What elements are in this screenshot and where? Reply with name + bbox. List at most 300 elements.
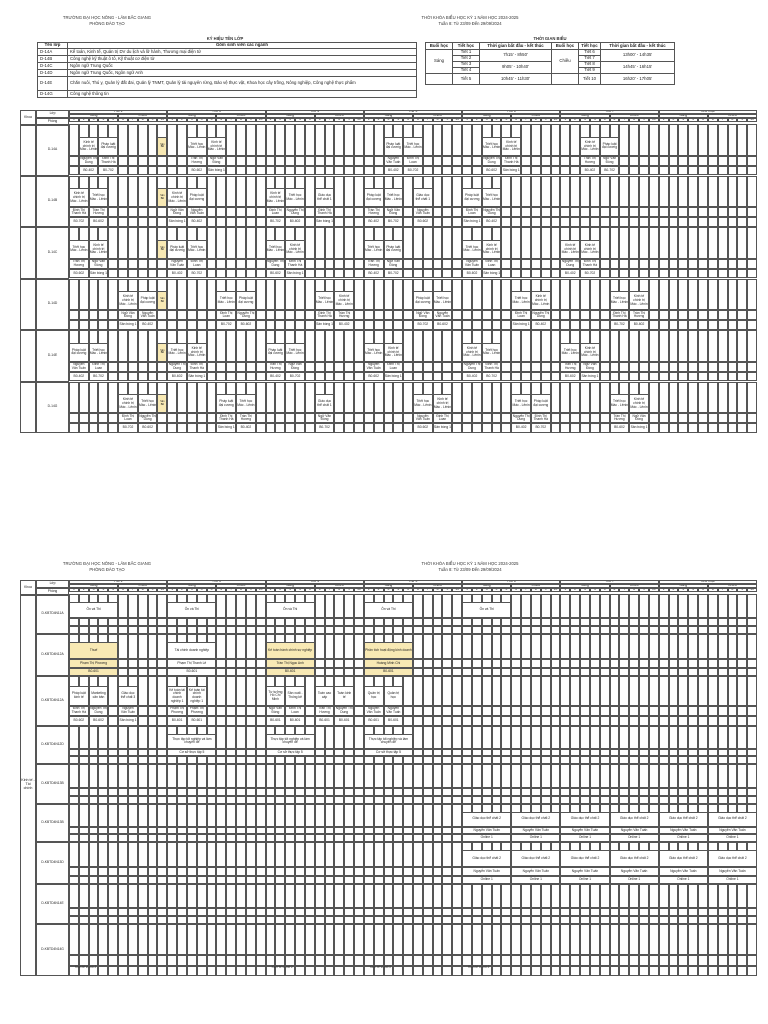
- grid-cell: [344, 372, 354, 382]
- subject-cell: Kinh tế chính trị Mác - Lênin: [334, 291, 354, 310]
- grid-cell: [236, 217, 246, 227]
- grid-cell: [69, 279, 79, 311]
- grid-cell: [118, 176, 128, 208]
- grid-cell: [560, 207, 570, 217]
- grid-cell: [403, 320, 413, 330]
- grid-cell: [649, 217, 659, 227]
- grid-cell: [384, 423, 394, 433]
- grid-cell: [541, 207, 551, 217]
- grid-cell: [747, 259, 757, 269]
- grid-cell: [659, 423, 669, 433]
- grid-cell: [403, 362, 413, 372]
- grid-header-period: 5: [403, 118, 413, 122]
- grid-cell: [128, 269, 138, 279]
- grid-cell: [708, 413, 718, 423]
- teacher-cell: Nguyễn Văn Tuấn: [462, 259, 482, 269]
- grid-cell: [580, 207, 590, 217]
- subject-cell: Triết học Mác - Lênin: [266, 240, 286, 259]
- grid-cell: [344, 176, 354, 208]
- grid-cell: [669, 382, 679, 414]
- grid-cell: [246, 269, 256, 279]
- grid-cell: [708, 320, 718, 330]
- grid-cell: [747, 227, 757, 259]
- grid-cell: [482, 382, 492, 414]
- grid-cell: [344, 166, 354, 176]
- grid-header-day: Thứ 4: [266, 580, 364, 584]
- grid-cell: [521, 124, 531, 156]
- room-cell: B0-601: [69, 668, 118, 676]
- grid-cell: [600, 176, 610, 208]
- grid-cell: [492, 310, 502, 320]
- grid-cell: [718, 320, 728, 330]
- grid-cell: [246, 259, 256, 269]
- grid-cell: [403, 330, 413, 362]
- grid-header-session: Chiều: [118, 114, 167, 118]
- grid-cell: [669, 227, 679, 259]
- grid-cell: [501, 279, 511, 311]
- grid-header-phong: Phòng: [36, 118, 69, 126]
- teacher-cell: Trần Thị Hương: [580, 156, 600, 166]
- grid-cell: [659, 372, 669, 382]
- grid-cell: [393, 320, 403, 330]
- grid-header-session: Chiều: [511, 584, 560, 588]
- grid-cell: [275, 156, 285, 166]
- grid-cell: [118, 330, 128, 362]
- grid-cell: [452, 372, 462, 382]
- grid-cell: [325, 124, 335, 156]
- grid-header-period: 9: [246, 588, 256, 592]
- grid-cell: [659, 207, 669, 217]
- grid-cell: [305, 330, 315, 362]
- grid-header-period: 6: [216, 588, 226, 592]
- class-code: D-14D: [38, 70, 68, 77]
- grid-cell: [216, 227, 226, 259]
- grid-header-period: 9: [541, 118, 551, 122]
- grid-header-period: 6: [511, 588, 521, 592]
- grid-cell: [541, 269, 551, 279]
- session-morning: Sáng: [426, 50, 453, 74]
- subject-cell: Giáo dục thể chất 2: [610, 812, 659, 827]
- room-cell: B0-602: [187, 166, 207, 176]
- grid-cell: [728, 320, 738, 330]
- grid-cell: [698, 176, 708, 208]
- grid-cell: [442, 362, 452, 372]
- grid-cell: [138, 166, 148, 176]
- schedule-week: Tuần 8: Từ 23/09 Đến 29/09/2024: [390, 568, 550, 573]
- grid-cell: [187, 382, 197, 414]
- class-label: D-14G: [36, 382, 69, 434]
- grid-header-period: 8: [629, 588, 639, 592]
- grid-cell: [560, 279, 570, 311]
- grid-cell: [433, 217, 443, 227]
- teacher-cell: Đinh Thị Thanh Hà: [285, 259, 305, 269]
- grid-cell: [256, 166, 266, 176]
- grid-cell: [747, 330, 757, 362]
- grid-header-period: 10: [649, 118, 659, 122]
- grid-cell: [295, 166, 305, 176]
- grid-cell: [649, 320, 659, 330]
- grid-cell: [442, 217, 452, 227]
- period: Tiết 4: [453, 68, 480, 74]
- subject-cell: Triết học Mác - Lênin: [511, 394, 531, 413]
- grid-cell: [472, 413, 482, 423]
- grid-cell: [79, 279, 89, 311]
- grid-cell: [501, 362, 511, 372]
- grid-cell: [708, 156, 718, 166]
- subject-cell: Pháp luật đại cương: [600, 137, 620, 156]
- grid-cell: [89, 423, 99, 433]
- grid-cell: [688, 372, 698, 382]
- grid-cell: [521, 156, 531, 166]
- grid-cell: [216, 207, 226, 217]
- grid-cell: [334, 382, 344, 414]
- grid-cell: [688, 217, 698, 227]
- grid-cell: [570, 413, 580, 423]
- grid-cell: [462, 124, 472, 156]
- grid-header-period: 1: [167, 588, 177, 592]
- grid-cell: [207, 372, 217, 382]
- class-label: D-KBTD4N12A: [36, 634, 69, 676]
- grid-cell: [334, 207, 344, 217]
- period: Tiết 10: [579, 74, 601, 85]
- grid-cell: [600, 207, 610, 217]
- subject-cell: Triết học Mác - Lênin: [482, 137, 502, 156]
- grid-header-period: 2: [177, 118, 187, 122]
- grid-cell: [138, 362, 148, 372]
- grid-cell: [649, 269, 659, 279]
- grid-cell: [433, 166, 443, 176]
- grid-header-period: 10: [157, 588, 167, 592]
- grid-cell: [531, 362, 541, 372]
- room-cell: B0-602: [236, 320, 256, 330]
- subject-cell: Kinh tế chính trị Mác - Lênin: [433, 394, 453, 413]
- teacher-cell: Nguyễn Văn Tuấn: [659, 827, 708, 835]
- grid-cell: [688, 330, 698, 362]
- room-cell: B0-601: [384, 716, 404, 726]
- grid-cell: [698, 124, 708, 156]
- grid-cell: [718, 362, 728, 372]
- grid-cell: [610, 362, 620, 372]
- grid-cell: [207, 259, 217, 269]
- grid-cell: [403, 382, 413, 414]
- class-label: D-KBTD4N13D: [36, 842, 69, 884]
- grid-header-period: 5: [305, 118, 315, 122]
- subject-cell: Triết học Mác - Lênin: [138, 394, 158, 413]
- grid-header-period: 10: [256, 588, 266, 592]
- grid-cell: [728, 217, 738, 227]
- grid-cell: [442, 166, 452, 176]
- grid-cell: [285, 413, 295, 423]
- grid-cell: [266, 320, 276, 330]
- grid-cell: [177, 423, 187, 433]
- room-cell: Sân bóng 1: [216, 423, 236, 433]
- grid-cell: [688, 382, 698, 414]
- grid-cell: [501, 413, 511, 423]
- grid-header-period: 7: [325, 118, 335, 122]
- grid-header-period: 9: [148, 588, 158, 592]
- grid-cell: [374, 382, 384, 414]
- grid-cell: [354, 166, 364, 176]
- grid-cell: [629, 166, 639, 176]
- grid-cell: [177, 279, 187, 311]
- period-time: 9h05' - 10h40': [480, 62, 552, 74]
- grid-cell: [452, 207, 462, 217]
- grid-cell: [501, 259, 511, 269]
- grid-cell: [433, 362, 443, 372]
- grid-cell: [551, 124, 561, 156]
- grid-cell: [452, 227, 462, 259]
- grid-cell: [678, 372, 688, 382]
- grid-header-period: 9: [246, 118, 256, 122]
- grid-cell: [157, 217, 167, 227]
- grid-cell: [669, 310, 679, 320]
- grid-header-session: Sáng: [167, 584, 216, 588]
- period: Tiết 2: [453, 56, 480, 62]
- grid-cell: [649, 372, 659, 382]
- grid-cell: [580, 382, 590, 414]
- grid-cell: [236, 330, 246, 362]
- grid-cell: [747, 362, 757, 372]
- grid-cell: [364, 124, 374, 156]
- grid-header-session: Chiều: [315, 584, 364, 588]
- grid-header-period: 6: [118, 118, 128, 122]
- grid-cell: [226, 330, 236, 362]
- grid-cell: [619, 269, 629, 279]
- grid-header-period: 4: [98, 588, 108, 592]
- subject-cell: Triết học Mác - Lênin: [69, 240, 89, 259]
- grid-cell: [413, 330, 423, 362]
- room-cell: B0-402: [334, 320, 354, 330]
- period-time: 14h45' - 16h15': [601, 62, 675, 74]
- grid-cell: [531, 330, 541, 362]
- grid-cell: [128, 217, 138, 227]
- grid-cell: [413, 362, 423, 372]
- grid-cell: [187, 413, 197, 423]
- grid-cell: [560, 320, 570, 330]
- grid-cell: [708, 217, 718, 227]
- grid-header-period: 7: [226, 118, 236, 122]
- grid-cell: [688, 176, 698, 208]
- grid-header-period: 4: [590, 118, 600, 122]
- khoa-cell: Kinh tế - Tài chính: [20, 594, 36, 976]
- grid-cell: [177, 382, 187, 414]
- room-cell: B0-702: [118, 423, 138, 433]
- grid-header-period: 2: [79, 588, 89, 592]
- grid-cell: [452, 217, 462, 227]
- room-cell: B0-602: [413, 217, 433, 227]
- grid-cell: [384, 413, 394, 423]
- grid-header-session: Chiều: [708, 114, 757, 118]
- grid-cell: [442, 156, 452, 166]
- grid-cell: [639, 330, 649, 362]
- time-header: Tiết học: [579, 43, 601, 50]
- grid-header-session: Sáng: [364, 584, 413, 588]
- grid-cell: [315, 330, 325, 362]
- grid-header-period: 3: [482, 118, 492, 122]
- grid-cell: [157, 362, 167, 372]
- grid-cell: [737, 176, 747, 208]
- grid-cell: [747, 279, 757, 311]
- grid-cell: [315, 372, 325, 382]
- grid-cell: [521, 362, 531, 372]
- grid-cell: [138, 269, 148, 279]
- subject-cell: Kinh tế chính trị Mác - Lênin: [89, 240, 109, 259]
- room-cell: B0-602: [69, 269, 89, 279]
- grid-header-day: Chủ nhật: [659, 110, 757, 114]
- grid-cell: [669, 320, 679, 330]
- grid-cell: [89, 279, 99, 311]
- subject-cell: Tài chính doanh nghiệp: [167, 642, 216, 659]
- grid-cell: [374, 320, 384, 330]
- grid-header-period: 5: [501, 118, 511, 122]
- grid-cell: [708, 176, 718, 208]
- subject-cell: Ôn và Thi: [364, 602, 413, 618]
- grid-cell: [728, 362, 738, 372]
- grid-cell: [678, 156, 688, 166]
- subject-cell: Triết học Mác - Lênin: [187, 137, 207, 156]
- grid-header-day: Thứ 3: [167, 110, 265, 114]
- subject-cell: Phân tích hoạt động kinh doanh: [364, 642, 413, 659]
- room-cell: B0-402: [167, 269, 187, 279]
- room-cell: Online 1: [511, 876, 560, 884]
- grid-header-period: 3: [678, 588, 688, 592]
- khoa-cell: [20, 279, 36, 331]
- teacher-cell: Phạm Thị Phương: [69, 659, 118, 667]
- teacher-cell: Đinh Thị Thanh Hà: [315, 310, 335, 320]
- grid-header-day: Chủ nhật: [659, 580, 757, 584]
- grid-cell: [157, 372, 167, 382]
- grid-cell: [384, 382, 394, 414]
- grid-cell: [639, 269, 649, 279]
- grid-header-period: 2: [275, 118, 285, 122]
- subject-cell: Triết học Mác - Lênin: [462, 240, 482, 259]
- grid-cell: [354, 330, 364, 362]
- subject-cell: Thực tập tốt nghiệp và làm chuyên đề: [364, 734, 413, 749]
- teacher-cell: Nguyễn Thị Dung: [462, 362, 482, 372]
- grid-cell: [315, 156, 325, 166]
- room-cell: B0-601: [285, 716, 305, 726]
- room-cell: B0-602: [285, 217, 305, 227]
- grid-cell: [649, 362, 659, 372]
- khoa-cell: [20, 382, 36, 434]
- weekly-schedule-grid: [20, 110, 757, 434]
- teacher-cell: Ngữ Văn Đồng: [207, 156, 227, 166]
- grid-cell: [374, 413, 384, 423]
- teacher-cell: Nguyễn Văn Tuấn: [462, 827, 511, 835]
- grid-cell: [98, 320, 108, 330]
- grid-cell: [364, 310, 374, 320]
- grid-header-period: 8: [531, 118, 541, 122]
- grid-cell: [639, 124, 649, 156]
- subject-cell: Triết học Mác - Lênin: [482, 343, 502, 362]
- grid-cell: [482, 413, 492, 423]
- grid-cell: [698, 259, 708, 269]
- grid-cell: [69, 310, 79, 320]
- grid-cell: [148, 227, 158, 259]
- grid-cell: [698, 423, 708, 433]
- grid-cell: [305, 413, 315, 423]
- subject-cell: Pháp luật đại cương: [216, 394, 236, 413]
- room-cell: B0-402: [364, 217, 384, 227]
- grid-cell: [393, 382, 403, 414]
- teacher-cell: Ngữ Văn Đồng: [413, 310, 433, 320]
- grid-cell: [364, 413, 374, 423]
- room-cell: Sân bóng 1: [315, 320, 335, 330]
- grid-header-period: 1: [167, 118, 177, 122]
- grid-cell: [737, 279, 747, 311]
- teacher-cell: Nguyễn Văn Tuấn: [511, 867, 560, 875]
- grid-header-period: 7: [619, 118, 629, 122]
- room-cell: B0-702: [384, 269, 404, 279]
- grid-cell: [118, 156, 128, 166]
- grid-cell: [718, 330, 728, 362]
- grid-cell: [472, 156, 482, 166]
- subject-cell: Pháp luật đại cương: [364, 188, 384, 207]
- teacher-cell: Nguyễn Thị Dung: [531, 310, 551, 320]
- grid-cell: [629, 207, 639, 217]
- grid-cell: [619, 156, 629, 166]
- grid-cell: [246, 330, 256, 362]
- grid-cell: [688, 320, 698, 330]
- grid-cell: [688, 124, 698, 156]
- grid-cell: [669, 176, 679, 208]
- grid-cell: [728, 269, 738, 279]
- room-cell: B0-602: [266, 269, 286, 279]
- grid-cell: [511, 217, 521, 227]
- grid-cell: [79, 413, 89, 423]
- class-list-title: KÝ HIỆU TÊN LỚP: [160, 37, 290, 42]
- grid-cell: [551, 362, 561, 372]
- grid-cell: [79, 320, 89, 330]
- subject-cell: Marketing căn bản: [89, 686, 109, 706]
- grid-header-period: 6: [315, 588, 325, 592]
- grid-cell: [403, 227, 413, 259]
- subject-cell: Kinh tế chính trị Mác - Lênin: [118, 291, 138, 310]
- grid-cell: [148, 176, 158, 208]
- grid-cell: [649, 413, 659, 423]
- grid-cell: [207, 330, 217, 362]
- grid-cell: [747, 166, 757, 176]
- teacher-cell: Nguyễn Văn Tuấn: [659, 867, 708, 875]
- grid-cell: [138, 259, 148, 269]
- grid-header-day: Thứ 2: [69, 580, 167, 584]
- grid-cell: [678, 227, 688, 259]
- grid-header-period: 6: [216, 118, 226, 122]
- grid-cell: [551, 330, 561, 362]
- grid-cell: [501, 217, 511, 227]
- grid-cell: [501, 330, 511, 362]
- room-cell: B0-602: [167, 372, 187, 382]
- grid-cell: [452, 269, 462, 279]
- teacher-cell: Phạm Thị Thanh Lê: [167, 659, 216, 667]
- grid-cell: [384, 279, 394, 311]
- grid-header-session: Sáng: [167, 114, 216, 118]
- grid-header-period: 3: [580, 118, 590, 122]
- grid-header-period: 6: [610, 118, 620, 122]
- class-list-header-majors: Gồm sinh viên các ngành: [68, 43, 417, 49]
- grid-cell: [236, 124, 246, 156]
- grid-cell: [344, 330, 354, 362]
- grid-cell: [256, 320, 266, 330]
- grid-cell: [501, 207, 511, 217]
- grid-header-period: 3: [89, 588, 99, 592]
- grid-cell: [374, 166, 384, 176]
- grid-cell: [551, 227, 561, 259]
- room-cell: Sân bóng 1: [89, 269, 109, 279]
- grid-cell: [305, 227, 315, 259]
- subject-cell: Pháp luật đại cương: [531, 394, 551, 413]
- grid-header-period: 4: [590, 588, 600, 592]
